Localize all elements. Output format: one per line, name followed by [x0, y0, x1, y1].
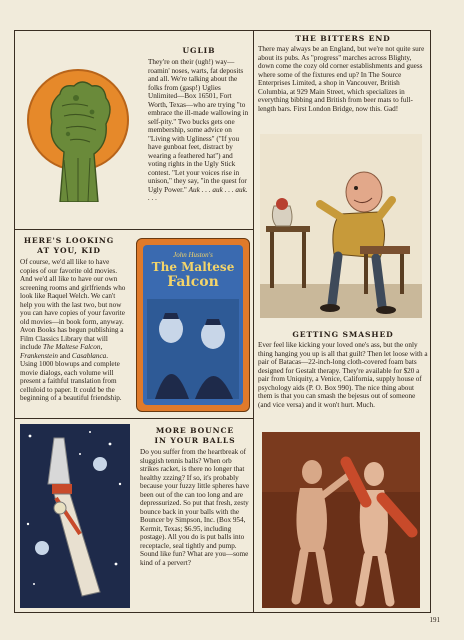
bitters-body: There may always be an England, but we're not quite sure about its pubs. As "progress" marches across Blighty, down come the cozy old corner establishments and guess where some of the fixtures end up? In The Source Enterprises Limited, a shop in Vancouver, British Columbia, at 929 Main Street, which specializes in everything bibbing and British from beer mats to full-length bars. First London Bridge, now this. Gad!	[258, 45, 425, 113]
looking-title-frankenstein: Frankenstein	[20, 351, 58, 360]
bitters-illustration	[260, 134, 422, 318]
cover-line-1: John Huston's	[173, 251, 213, 259]
uglib-body-text: They're on their (ugh!) way—roamin' noses, warts, fat deposits and all. We're talking about the folks from (gasp!) Uglies Unlimited—Box 16501, Fort Worth, Texas—who are trying "to embrace the ill-made wallowing in self-pity." Two bucks gets one membership, some advice on "Living with Ugliness" ("If you have gunboat feet, distract by wearing a feathered hat") and voting rights in the Ugly Stick contest. "Let your voices rise in unison," they say, "in the quest for Ugly Power."	[148, 58, 249, 194]
maltese-falcon-book-cover	[136, 238, 250, 412]
smashed-heading: GETTING SMASHED	[292, 330, 394, 339]
looking-body-p3: and	[57, 351, 72, 360]
looking-heading: HERE'S LOOKING AT YOU, KID	[23, 236, 115, 255]
uglib-body-tail: Auk . . . auk . . . auk. . . .	[148, 185, 248, 202]
section-rule-left-bottom	[14, 418, 254, 419]
looking-body-p2: ,	[100, 343, 103, 351]
smashed-body: Ever feel like kicking your loved one's ass, but the only thing hanging you up is all that guilt? Then let loose with a pair of Batacas—22-inch-long cloth-covered foam bats designed for Gestalt therapy. They're available for $20 a pair from Uniquity, a Venice, California, supply house of psychology aids (P. O. Box 990). The nice thing about them is that you can smash the bejesus out of someone (and vice versa) and it won't hurt. Much.	[258, 341, 428, 409]
looking-body-p4: . Using 1000 blowups and complete movie dialogs, each volume will present a faithful translation from celluloid to paper. It could be the beginning of a beautiful friendship.	[20, 351, 122, 402]
page-number: 191	[429, 616, 440, 624]
balls-illustration	[20, 424, 130, 608]
column-rule-bottom	[253, 240, 254, 613]
balls-heading: MORE BOUNCE IN YOUR BALLS	[154, 426, 236, 445]
cover-line-2: The Maltese	[151, 260, 235, 274]
uglib-illustration	[18, 42, 136, 202]
balls-body: Do you suffer from the heartbreak of sluggish tennis balls? When orb strikes racket, is there no longer that healthy zzzing? If so, it's probably because your fuzzy little spheres have been out of the can too long and are depressurized. So put that fresh, zesty bounce back in your balls with the Bouncer by Simpson, Inc. (Box 954, Kermit, Texas; $6.95, including postage). All you do is put balls into receptacle, seal tightly and pump. Sound like fun? What are you—some kind of a pervert?	[140, 448, 250, 567]
looking-title-maltese: The Maltese Falcon	[42, 343, 101, 351]
cover-line-3: Falcon	[167, 274, 219, 290]
uglib-body	[148, 58, 250, 223]
bitters-heading: THE BITTERS END	[295, 34, 391, 43]
section-rule-left-top	[14, 229, 254, 230]
looking-body-p1: Of course, we'd all like to have copies of our favorite old movies. And we'd all like to have our own screening rooms and girlfriends who look like Raquel Welch. We can't help you with the last two, but now you can have copies of your favorite old movies—in book form, anyway. Avon Books has begun publishing a Film Classics Library that will include	[20, 258, 126, 351]
column-rule-top	[253, 30, 254, 240]
smashed-photo	[262, 432, 420, 608]
looking-title-casablanca: Casablanca	[71, 351, 107, 360]
looking-body	[20, 258, 126, 416]
uglib-heading: UGLIB	[182, 46, 216, 55]
